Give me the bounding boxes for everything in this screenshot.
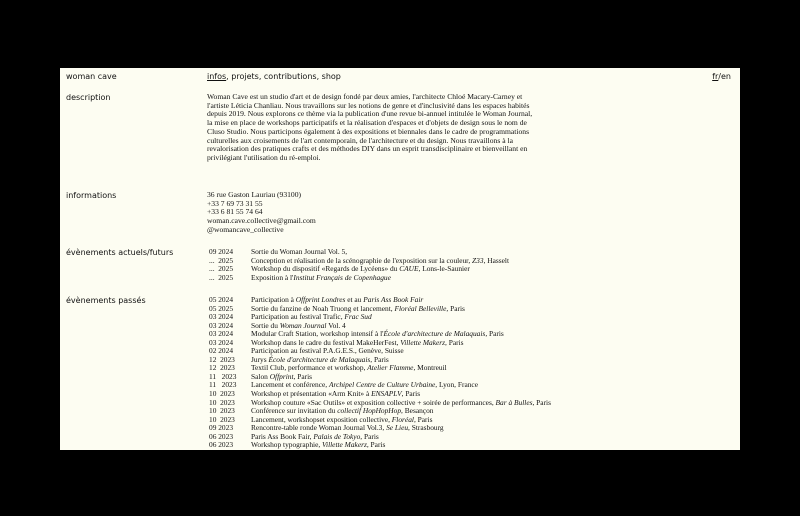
event-text: , Paris xyxy=(445,337,464,347)
event-text: Jurys xyxy=(251,354,269,364)
event-text: Workshop couture «Sac Outils» et exposition collective + soirée de performances, xyxy=(251,397,496,407)
event-text: Textil Club, performance et workshop, xyxy=(251,363,368,373)
event-date: 12 2023 xyxy=(209,363,235,373)
event-date: ... 2025 xyxy=(209,272,234,282)
event-venue[interactable]: Floréal xyxy=(391,414,414,424)
event-date: 02 2024 xyxy=(209,346,234,356)
event-text: , Paris xyxy=(485,329,504,339)
event-venue[interactable]: Archipel Centre de Culture Urbaine xyxy=(328,380,436,390)
event-date: 12 2023 xyxy=(209,354,235,364)
event-text: , Paris xyxy=(532,397,551,407)
event-date: 06 2023 xyxy=(209,440,234,450)
instagram-handle[interactable]: @womancave_collective xyxy=(207,224,284,234)
event-text: , Paris xyxy=(413,414,433,424)
event-text: Vol. 4 xyxy=(326,320,346,330)
nav-item-infos[interactable]: infos xyxy=(207,72,227,81)
nav-separator: , xyxy=(316,72,322,81)
event-row xyxy=(209,441,551,450)
event-date: 06 2023 xyxy=(209,431,234,441)
event-venue[interactable]: CAUE xyxy=(399,264,419,274)
phone-2[interactable]: +33 6 81 55 74 64 xyxy=(207,207,263,217)
event-text: , Montreuil xyxy=(413,363,447,373)
event-venue[interactable]: Floréal Belleville xyxy=(394,303,447,313)
nav-item-projets[interactable]: projets xyxy=(231,72,259,81)
event-date: 03 2024 xyxy=(209,320,234,330)
event-date: 03 2024 xyxy=(209,312,234,322)
event-description xyxy=(251,441,385,450)
event-text: Conférence sur invitation du xyxy=(251,406,338,416)
event-date: 09 2024 xyxy=(209,247,234,256)
past-events-label: évènements passés xyxy=(66,296,146,305)
event-text: , Strasbourg xyxy=(408,423,444,433)
event-venue[interactable]: Paris Ass Book Fair xyxy=(363,295,424,304)
event-text: Rencontre-table ronde Woman Journal Vol.3, xyxy=(251,423,387,433)
event-venue[interactable]: Bar à Bulles xyxy=(495,397,533,407)
nav-item-contributions[interactable]: contributions xyxy=(263,72,317,81)
event-date: ... 2025 xyxy=(209,264,234,274)
event-date: 10 2023 xyxy=(209,406,235,416)
event-venue[interactable]: Z33 xyxy=(472,255,484,265)
event-text: Participation au festival P.A.G.E.S., Genève, Suisse xyxy=(251,346,404,356)
event-venue[interactable]: ENSAPLV xyxy=(371,389,402,399)
event-venue[interactable]: Villette Makerz xyxy=(400,337,446,347)
event-text: Workshop et présentation «Arm Knit» à xyxy=(251,389,372,399)
lang-separator: / xyxy=(718,72,721,81)
event-text: , Paris xyxy=(293,371,312,381)
event-text: Lancement, workshopset exposition collective, xyxy=(251,414,392,424)
event-text: , Besançon xyxy=(401,406,434,416)
language-switch xyxy=(712,72,731,81)
event-text: , Paris xyxy=(401,389,421,399)
phone-1[interactable]: +33 7 69 73 31 55 xyxy=(207,198,263,208)
event-venue[interactable]: Institut Français de Copenhague xyxy=(293,272,391,282)
event-venue[interactable]: Villette Makerz xyxy=(322,440,367,450)
informations-block xyxy=(207,191,316,235)
event-text: Sortie du fanzine de Noah Truong et lancement, xyxy=(251,303,395,313)
event-text: , Lyon, France xyxy=(435,380,478,390)
event-text: , Hasselt xyxy=(483,255,510,265)
event-date: 05 2025 xyxy=(209,303,234,313)
event-text: Workshop dans le cadre du festival MakeHerFest, xyxy=(251,337,401,347)
event-text: Participation au festival Trafic, xyxy=(251,312,345,322)
current-events-list xyxy=(209,248,509,282)
event-venue[interactable]: Atelier Flamme xyxy=(367,363,414,373)
event-text: Workshop typographie, xyxy=(251,440,323,450)
address: 36 rue Gaston Lauriau (93100) xyxy=(207,190,302,199)
event-date: ... 2025 xyxy=(209,255,234,265)
event-venue[interactable]: Palais de Tokyo xyxy=(313,431,361,441)
event-venue[interactable]: Frac Sud xyxy=(344,312,372,322)
event-date: 03 2024 xyxy=(209,329,234,339)
event-venue[interactable]: Se Lieu xyxy=(386,423,409,433)
event-date: 05 2024 xyxy=(209,295,234,304)
event-text: Exposition à l' xyxy=(251,272,294,282)
event-date: 10 2023 xyxy=(209,414,235,424)
site-name[interactable]: woman cave xyxy=(66,72,117,81)
event-date: 09 2023 xyxy=(209,423,234,433)
description-text: Woman Cave est un studio d'art et de design fondé par deux amies, l'architecte Chloé Macary-Carney et l'artiste Léticia Chanliau. Nous travaillons sur les notions de genre et d'inclusivité dans les espaces habités depuis 2019. Nous explorons ce thème via la publication d'une revue bi-annuel intitulée le Woman Journal, la mise en place de workshops participatifs et la réalisation d'espaces et d'objets de design sous le nom de Cluso Studio. Nous participons également à des expositions et biennales dans le cadre de programmations culturelles aux croisements de l'art contemporain, de l'architecture et du design. Nous travaillons à la revalorisation des pratiques crafts et des méthodes DIY dans un esprit transdisciplinaire et bienveillant en privilégiant l'utilisation du ré-emploi. xyxy=(207,92,533,162)
past-events-list xyxy=(209,296,551,450)
event-description xyxy=(251,274,391,283)
nav-separator: , xyxy=(258,72,264,81)
event-date: 11 2023 xyxy=(209,380,237,390)
informations-label: informations xyxy=(66,191,117,200)
event-text: Participation à xyxy=(251,295,296,304)
event-text: , Paris xyxy=(360,431,379,441)
event-text: Paris Ass Book Fair, xyxy=(251,431,314,441)
page xyxy=(60,68,740,450)
event-text: Modular Craft Station, workshop intensif à l' xyxy=(251,329,384,339)
lang-en-link[interactable]: en xyxy=(721,72,731,81)
lang-fr-link[interactable]: fr xyxy=(712,72,719,81)
description-label: description xyxy=(66,93,111,102)
event-text: Sortie du xyxy=(251,320,280,330)
event-text: Conception et réalisation de la scénographie de l'exposition sur la couleur, xyxy=(251,255,473,265)
event-text: et au xyxy=(345,295,364,304)
event-date: 10 2023 xyxy=(209,389,235,399)
event-venue[interactable]: Offprint xyxy=(269,371,294,381)
event-text: , Paris xyxy=(366,440,386,450)
event-text: Salon xyxy=(251,371,270,381)
nav-item-shop[interactable]: shop xyxy=(321,72,341,81)
event-text: Workshop du dispositif «Regards de Lycéens» du xyxy=(251,264,400,274)
event-date: 03 2024 xyxy=(209,337,234,347)
event-text: Sortie du Woman Journal Vol. 5, xyxy=(251,247,348,256)
event-text: , Paris xyxy=(370,354,389,364)
nav-separator: , xyxy=(226,72,232,81)
main-nav xyxy=(207,72,341,81)
event-venue[interactable]: Woman Journal xyxy=(279,320,327,330)
event-text: , Lons-le-Saunier xyxy=(418,264,470,274)
event-date: 10 2023 xyxy=(209,397,235,407)
current-events-label: évènements actuels/futurs xyxy=(66,248,174,257)
event-venue[interactable]: Offprint Londres xyxy=(295,295,346,304)
event-date: 11 2023 xyxy=(209,371,237,381)
event-row xyxy=(209,274,509,283)
event-venue[interactable]: École d'architecture de Malaquais xyxy=(383,329,486,339)
event-venue[interactable]: collectif HopHopHop xyxy=(337,406,402,416)
event-text: , Paris xyxy=(446,303,465,313)
event-venue[interactable]: École d'architecture de Malaquais xyxy=(268,354,371,364)
event-text: Lancement et conférence, xyxy=(251,380,329,390)
email-link[interactable]: woman.cave.collective@gmail.com xyxy=(207,216,316,226)
